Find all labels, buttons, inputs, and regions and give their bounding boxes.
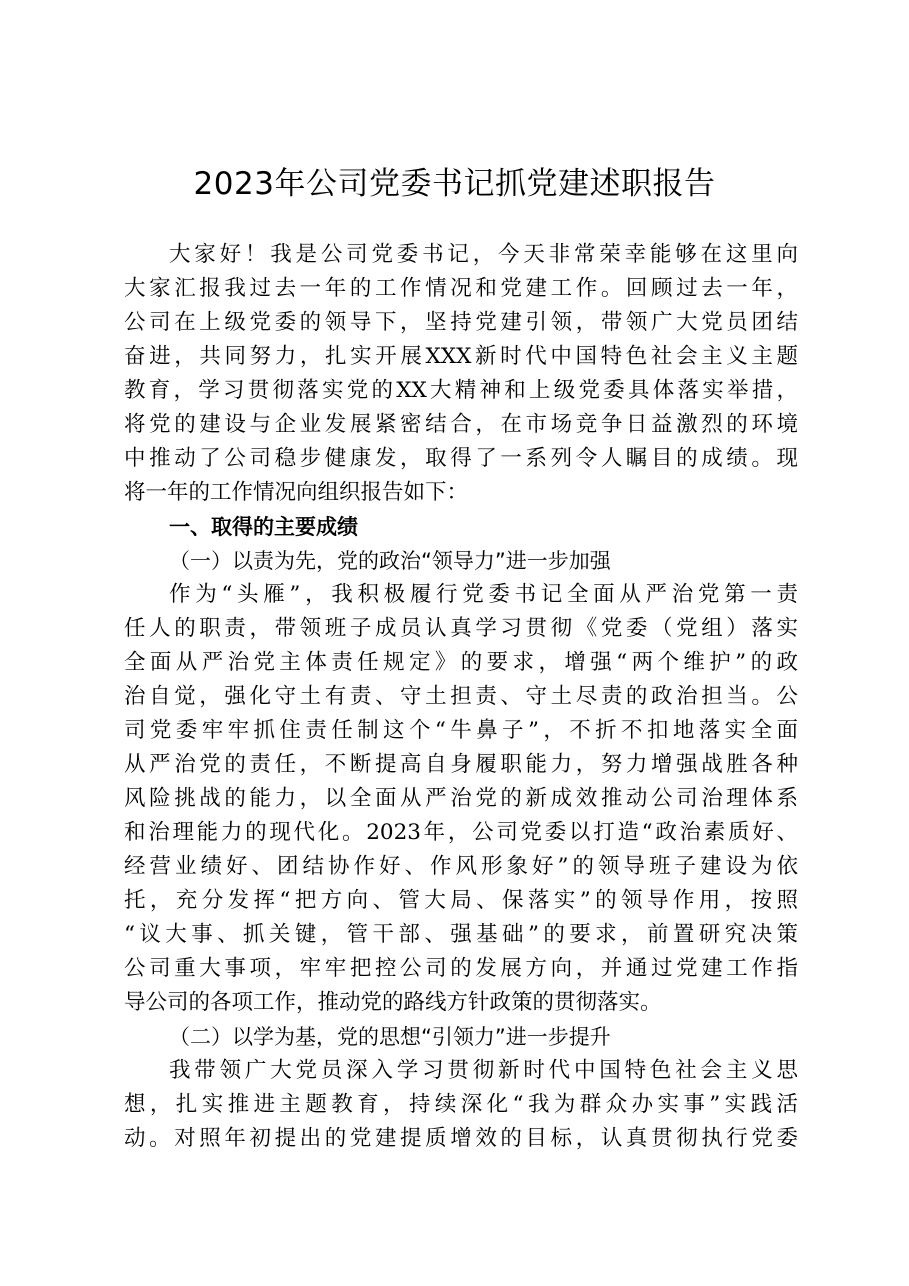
text-line: 公司在上级党委的领导下，坚持党建引领，带领广大党员团结 [124,310,798,335]
text-line: 从严治党的责任，不断提高自身履职能力，努力增强战胜各种 [124,752,798,777]
text-line: 我带领广大党员深入学习贯彻新时代中国特色社会主义思 [169,1058,798,1083]
section-heading: 一、取得的主要成绩 [169,515,358,539]
subsection-heading: （二）以学为基，党的思想“引领力”进一步提升 [169,1025,611,1049]
text-line: 司党委牢牢抓住责任制这个“牛鼻子”，不折不扣地落实全面 [124,718,798,743]
text-line: 任人的职责，带领班子成员认真学习贯彻《党委（党组）落实 [124,616,798,641]
text-line: 中推动了公司稳步健康发，取得了一系列令人瞩目的成绩。现 [124,446,798,471]
subsection-heading: （一）以责为先，党的政治“领导力”进一步加强 [169,549,611,573]
text-line: 托，充分发挥“把方向、管大局、保落实”的领导作用，按照 [124,888,798,913]
text-line: 和治理能力的现代化。2023年，公司党委以打造“政治素质好、 [124,820,798,845]
document-body [124,238,798,1156]
text-line: 大家好！我是公司党委书记，今天非常荣幸能够在这里向 [169,242,798,267]
document-title: 2023年公司党委书记抓党建述职报告 [193,166,716,202]
paragraph-leadership [124,578,798,1020]
paragraph-intro [124,238,798,510]
text-line: “议大事、抓关键，管干部、强基础”的要求，前置研究决策 [124,922,798,947]
text-line: 导公司的各项工作，推动党的路线方针政策的贯彻落实。 [124,990,662,1015]
text-line: 将一年的工作情况向组织报告如下： [124,480,469,505]
text-line: 风险挑战的能力，以全面从严治党的新成效推动公司治理体系 [124,786,798,811]
text-line: 经营业绩好、团结协作好、作风形象好”的领导班子建设为依 [124,854,798,879]
text-line: 大家汇报我过去一年的工作情况和党建工作。回顾过去一年， [124,276,798,301]
text-line: 动。对照年初提出的党建提质增效的目标，认真贯彻执行党委 [124,1126,798,1151]
text-line: 全面从严治党主体责任规定》的要求，增强“两个维护”的政 [124,650,798,675]
text-line: 奋进，共同努力，扎实开展XXX新时代中国特色社会主义主题 [124,344,798,369]
text-line: 作为“头雁”，我积极履行党委书记全面从严治党第一责 [169,582,798,607]
text-line: 想，扎实推进主题教育，持续深化“我为群众办实事”实践活 [124,1092,798,1117]
text-line: 将党的建设与企业发展紧密结合，在市场竞争日益激烈的环境 [124,412,798,437]
text-line: 教育，学习贯彻落实党的XX大精神和上级党委具体落实举措， [124,378,798,403]
text-line: 治自觉，强化守土有责、守土担责、守土尽责的政治担当。公 [124,684,798,709]
text-line: 公司重大事项，牢牢把控公司的发展方向，并通过党建工作指 [124,956,798,981]
paragraph-study [124,1054,798,1156]
